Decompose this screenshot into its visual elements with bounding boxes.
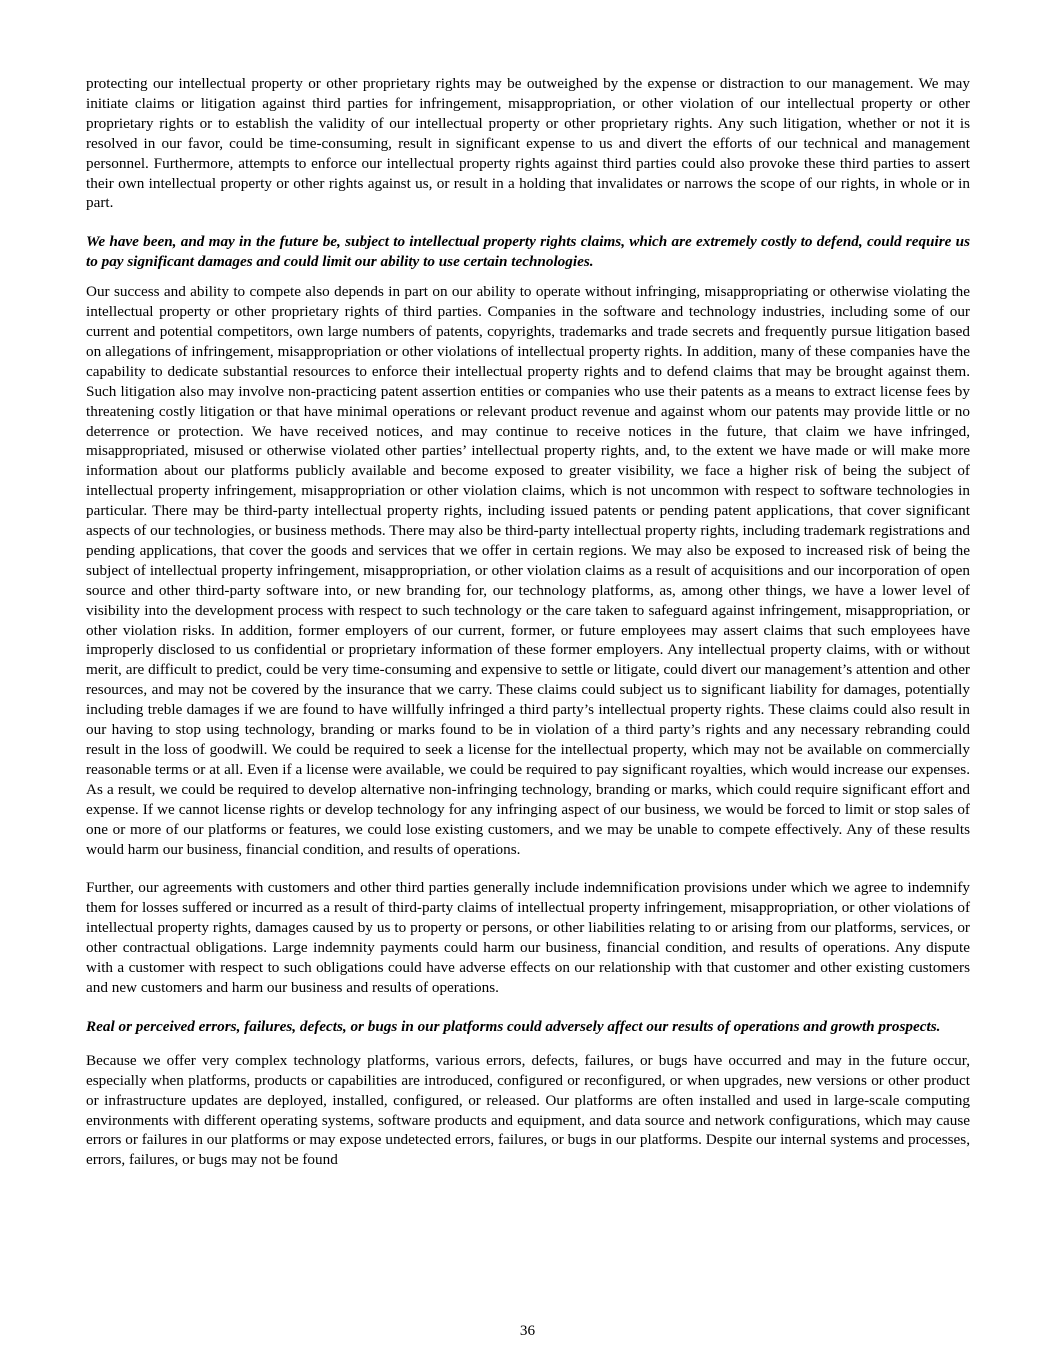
section-heading: Real or perceived errors, failures, defects, or bugs in our platforms could adversely affect our results of operations and growth prospects. <box>86 1017 941 1035</box>
body-paragraph: Our success and ability to compete also depends in part on our ability to operate without infringing, misappropriating or otherwise violating the intellectual property or other proprietary rights of third parties. Companies in the software and technology industries, including some of our current and potential competitors, own large numbers of patents, copyrights, trademarks and trade secrets and frequently pursue litigation based on allegations of infringement, misappropriation or other violations of intellectual property rights. In addition, many of these companies have the capability to dedicate substantial resources to enforce their intellectual property rights and to defend claims that may be brought against them. Such litigation also may involve non-practicing patent assertion entities or companies who use their patents as a means to extract license fees by threatening costly litigation or that have minimal operations or relevant product revenue and against whom our patents may provide little or no deterrence or protection. We have received notices, and may continue to receive notices in the future, that claim we have infringed, misappropriated, misused or otherwise violated other parties’ intellectual property rights, and, to the extent we have made or will make more information about our platforms publicly available and become exposed to greater visibility, we face a higher risk of being the subject of intellectual property infringement, misappropriation or other violation claims, which is not uncommon with respect to software technologies in particular. There may be third-party intellectual property rights, including issued patents or pending patent applications, that cover significant aspects of our technologies, or business methods. There may also be third-party intellectual property rights, including trademark registrations and pending applications, that cover the goods and services that we offer in certain regions. We may also be exposed to increased risk of being the subject of intellectual property infringement, misappropriation, or other violation claims as a result of acquisitions and our incorporation of open source and other third-party software into, or new branding for, our technology platforms, as, among other things, we have a lower level of visibility into the development process with respect to such technology or the care taken to safeguard against infringement, misappropriation, or other violation risks. In addition, former employers of our current, former, or future employees may assert claims that such employees have improperly disclosed to us confidential or proprietary information of these former employers. Any intellectual property claims, with or without merit, are difficult to predict, could be very time-consuming and expensive to settle or litigate, could divert our management’s attention and other resources, and may not be covered by the insurance that we carry. These claims could subject us to significant liability for damages, potentially including treble damages if we are found to have willfully infringed a third party’s intellectual property rights. These claims could also result in our having to stop using technology, branding or marks found to be in violation of a third party’s rights and any necessary rebranding could result in the loss of goodwill. We could be required to seek a license for the intellectual property, which may not be available on commercially reasonable terms or at all. Even if a license were available, we could be required to pay significant royalties, which would increase our expenses. As a result, we could be required to develop alternative non-infringing technology, branding or marks, which could require significant effort and expense. If we cannot license rights or develop technology for any infringing aspect of our business, we would be forced to limit or stop sales of one or more of our platforms or features, we could lose existing customers, and we may be unable to compete effectively. Any of these results would harm our business, financial condition, and results of operations. <box>86 283 970 858</box>
document-page <box>86 74 970 1170</box>
body-paragraph: Because we offer very complex technology platforms, various errors, defects, failures, or bugs have occurred and may in the future occur, especially when platforms, products or capabilities are introduced, configured or reconfigured, or when upgrades, new versions or other product or infrastructure updates are deployed, installed, configured, or released. Our platforms are often installed and used in large-scale computing environments with different operating systems, software products and equipment, and data source and network configurations, which may cause errors or failures in our platforms or may expose undetected errors, failures, or bugs in our platforms. Despite our internal systems and processes, errors, failures, or bugs may not be found <box>86 1051 970 1169</box>
page-number: 36 <box>519 1322 536 1339</box>
body-paragraph: Further, our agreements with customers and other third parties generally include indemnification provisions under which we agree to indemnify them for losses suffered or incurred as a result of third-party claims of intellectual property infringement, misappropriation, or other violations of intellectual property rights, damages caused by us to property or persons, or other liabilities relating to or arising from our platforms, services, or other contractual obligations. Large indemnity payments could harm our business, financial condition, and results of operations. Any dispute with a customer with respect to such obligations could have adverse effects on our relationship with that customer and other existing customers and new customers and harm our business and results of operations. <box>86 879 970 996</box>
section-heading: We have been, and may in the future be, subject to intellectual property rights claims, which are extremely costly to defend, could require us to pay significant damages and could limit our ability to use certain technologies. <box>86 233 970 271</box>
body-paragraph: protecting our intellectual property or other proprietary rights may be outweighed by the expense or distraction to our management. We may initiate claims or litigation against third parties for infringement, misappropriation, or other violation of our intellectual property or other proprietary rights or to establish the validity of our intellectual property or other proprietary rights. Any such litigation, whether or not it is resolved in our favor, could be time-consuming, result in significant expense to us and divert the efforts of our technical and management personnel. Furthermore, attempts to enforce our intellectual property rights against third parties could also provoke these third parties to assert their own intellectual property or other rights against us, or result in a holding that invalidates or narrows the scope of our rights, in whole or in part. <box>86 75 970 212</box>
